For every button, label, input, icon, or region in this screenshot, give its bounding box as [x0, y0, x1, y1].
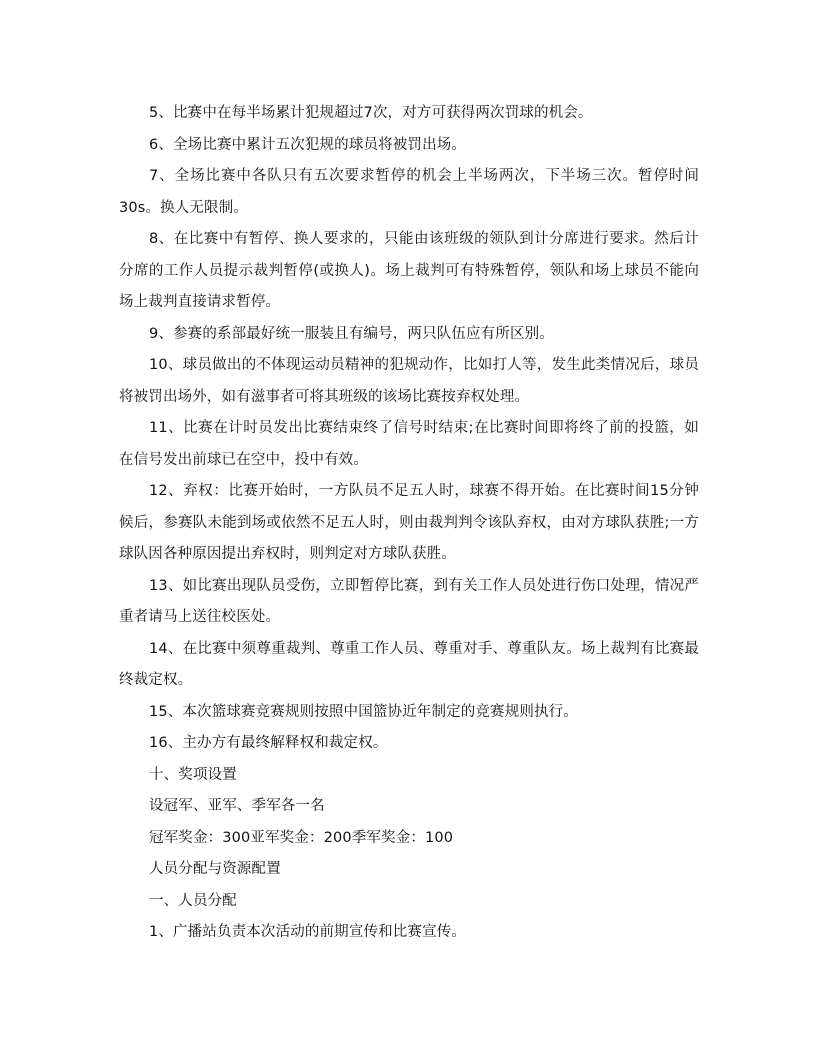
subsection-heading-personnel: 一、人员分配 — [149, 892, 237, 909]
rule-8-paragraph: 8、在比赛中有暂停、换人要求的，只能由该班级的领队到计分席进行要求。然后计分席的工作人员提示裁判暂停(或换人)。场上裁判可有特殊暂停，领队和场上球员不能向场上裁判直接请求暂停。 — [119, 231, 699, 310]
section-heading-awards: 十、奖项设置 — [149, 766, 237, 783]
rule-9-paragraph: 9、参赛的系部最好统一服装且有编号，两只队伍应有所区别。 — [149, 325, 554, 342]
rule-10-paragraph: 10、球员做出的不体现运动员精神的犯规动作，比如打人等，发生此类情况后，球员将被罚出场外，如有滋事者可将其班级的该场比赛按弃权处理。 — [119, 357, 699, 405]
rule-7-paragraph: 7、全场比赛中各队只有五次要求暂停的机会上半场两次，下半场三次。暂停时间30s。换人无限制。 — [119, 168, 699, 216]
awards-setup-paragraph: 设冠军、亚军、季军各一名 — [149, 798, 325, 814]
rule-16-paragraph: 16、主办方有最终解释权和裁定权。 — [149, 735, 388, 751]
personnel-item-1-paragraph: 1、广播站负责本次活动的前期宣传和比赛宣传。 — [149, 924, 467, 940]
rule-13-paragraph: 13、如比赛出现队员受伤，立即暂停比赛，到有关工作人员处进行伤口处理，情况严重者请马上送往校医处。 — [119, 577, 699, 625]
rule-5-paragraph: 5、比赛中在每半场累计犯规超过7次，对方可获得两次罚球的机会。 — [149, 105, 593, 121]
rule-14-paragraph: 14、在比赛中须尊重裁判、尊重工作人员、尊重对手、尊重队友。场上裁判有比赛最终裁定权。 — [119, 640, 699, 688]
rule-6-paragraph: 6、全场比赛中累计五次犯规的球员将被罚出场。 — [149, 136, 467, 153]
prize-money-paragraph: 冠军奖金：300亚军奖金：200季军奖金：100 — [149, 829, 454, 846]
rule-15-paragraph: 15、本次篮球赛竞赛规则按照中国篮协近年制定的竞赛规则执行。 — [149, 703, 578, 720]
rule-11-paragraph: 11、比赛在计时员发出比赛结束终了信号时结束;在比赛时间即将终了前的投篮，如在信号发出前球已在空中，投中有效。 — [119, 420, 699, 468]
section-heading-staffing: 人员分配与资源配置 — [149, 861, 281, 877]
document-body — [119, 98, 699, 949]
rule-12-paragraph: 12、弃权：比赛开始时，一方队员不足五人时，球赛不得开始。在比赛时间15分钟候后，参赛队未能到场或依然不足五人时，则由裁判判令该队弃权，由对方球队获胜;一方球队因各种原因提出弃权时，则判定对方球队获胜。 — [119, 483, 699, 562]
